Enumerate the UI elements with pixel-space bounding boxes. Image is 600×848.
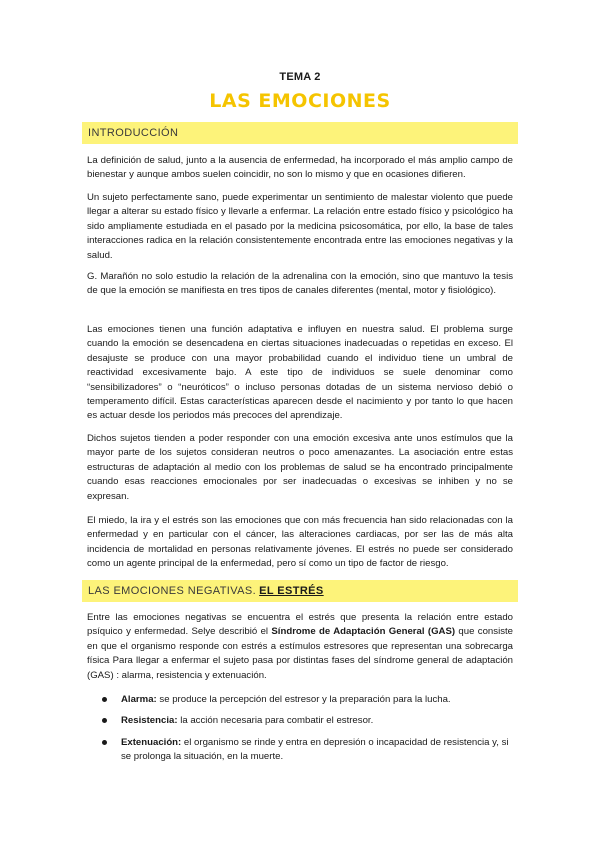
list-item [87, 693, 513, 707]
phase-text: se produce la percepción del estresor y la preparación para la lucha. [156, 694, 451, 705]
gas-text-part1: Entre las emociones negativas se encuentra el estrés que presenta la relación entre estado psíquico y enfermedad. Selye describió el [87, 612, 513, 638]
gas-text-part2: que consiste en que el organismo responde con estrés a estímulos estresores que representan una sobrecarga física Para llegar a enfermar el sujeto pasa por distintas fases del síndrome general de adaptación (GAS) : alarma, resistencia y extenuación. [87, 626, 513, 681]
section-heading-intro [82, 122, 518, 144]
page-title: LAS EMOCIONES [209, 90, 391, 112]
paragraph: La definición de salud, junto a la ausencia de enfermedad, ha incorporado el más amplio campo de bienestar y aunque ambos suelen coincidir, no son lo mismo y que en ocasiones difieren. [87, 155, 513, 181]
list-item [87, 714, 513, 728]
section-heading-label: INTRODUCCIÓN [88, 127, 179, 139]
list-item [87, 736, 513, 765]
bullet-icon [102, 740, 107, 745]
section-heading-emphasis: EL ESTRÉS [259, 585, 324, 597]
gas-term: Síndrome de Adaptación General (GAS) [271, 626, 456, 638]
phase-text: el organismo se rinde y entra en depresión o incapacidad de resistencia y, si se prolonga la situación, en la muerte. [121, 736, 509, 763]
phase-list [87, 693, 513, 765]
phase-term: Resistencia: [121, 715, 178, 727]
bullet-icon [102, 697, 107, 702]
paragraph: El miedo, la ira y el estrés son las emociones que con más frecuencia han sido relacionadas con la enfermedad y en particular con el cáncer, las alteraciones cardiacas, por ser las de más alta incidencia de mortalidad en personas relativamente jóvenes. El estrés no puede ser considerado como un agente principal de la enfermedad, pero sí como un tipo de factor de riesgo. [87, 515, 513, 570]
gas-paragraph [87, 611, 513, 683]
phase-term: Alarma: [121, 694, 157, 705]
paragraph: G. Marañón no solo estudio la relación de la adrenalina con la emoción, sino que mantuvo la tesis de que la emoción se manifiesta en tres tipos de canales diferentes (mental, motor y fisiológico). [87, 271, 513, 297]
section-heading-label: LAS EMOCIONES NEGATIVAS. [88, 585, 257, 597]
paragraph: Un sujeto perfectamente sano, puede experimentar un sentimiento de malestar violento que puede llegar a alterar su estado físico y llevarle a enfermar. La relación entre estado físico y psicológico ha sido ampliamente estudiada en el pasado por la medicina psicosomática, por ello, la base de tales interacciones radica en la relación consistentemente encontrada entre las emociones negativas y la salud. [87, 192, 513, 261]
phase-term: Extenuación: [121, 736, 182, 748]
bullet-icon [102, 718, 107, 723]
phase-text: la acción necesaria para combatir el estresor. [177, 715, 374, 727]
section-heading-negative-emotions [82, 580, 518, 602]
topic-number: TEMA 2 [279, 71, 321, 83]
paragraph: Dichos sujetos tienden a poder responder con una emoción excesiva ante unos estímulos que la mayor parte de los sujetos consideran neutros o poco amenazantes. La asociación entre estas estructuras de adaptación al medio con los problemas de salud se ha encontrado principalmente cuando esas reacciones emocionales por ser inadecuadas o excesivas se inhiben y no se expresan. [87, 433, 513, 502]
paragraph: Las emociones tienen una función adaptativa e influyen en nuestra salud. El problema surge cuando la emoción se desencadena en ciertas situaciones inadecuadas o repetidas en exceso. El desajuste se produce con una mayor probabilidad cuando el individuo tiene un umbral de reactividad excesivamente bajo. A este tipo de individuos se suele denominar como “sensibilizadores” o “neuróticos” o incluso personas dotadas de un sistema nervioso debió o temperamento difícil. Estas características aparecen desde el nacimiento y por tanto lo que hacen es actuar desde los periodos más precoces del aprendizaje. [87, 324, 513, 422]
